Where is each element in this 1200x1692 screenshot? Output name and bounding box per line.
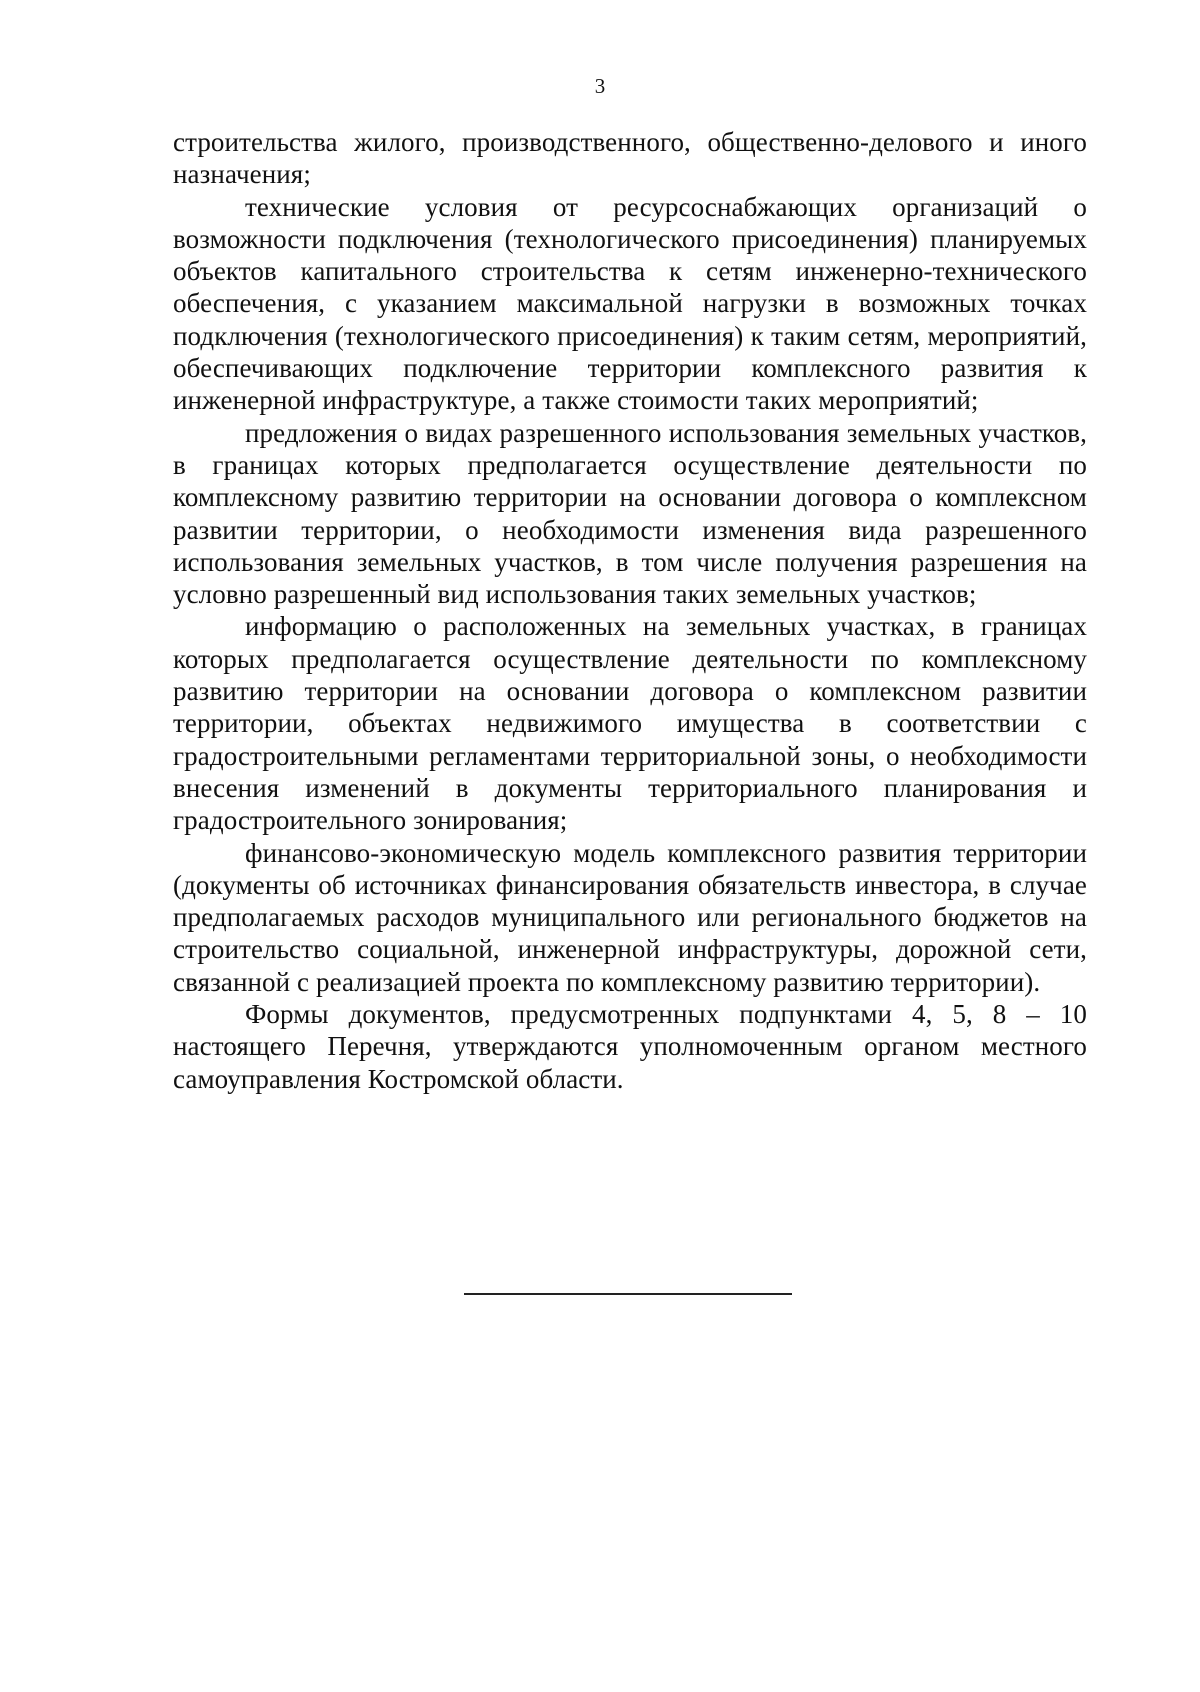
paragraph-technical-conditions: технические условия от ресурсоснабжающих организаций о возможности подключения (технологического присоединения) планируемых объектов капитального строительства к сетям инженерно-технического обеспечения, с указанием максимальной нагрузки в возможных точках подключения (технологического присоединения) к таким сетям, мероприятий, обеспечивающих подключение территории комплексного развития к инженерной инфраструктуре, а также стоимости таких мероприятий; [173,191,1087,416]
paragraph-land-use-proposals: предложения о видах разрешенного использования земельных участков, в границах которых предполагается осуществление деятельности по комплексному развитию территории на основании договора о комплексном развитии территории, о необходимости изменения вида разрешенного использования земельных участков, в том числе получения разрешения на условно разрешенный вид использования таких земельных участков; [173,417,1087,610]
end-of-document-rule [464,1293,792,1295]
page-number: 3 [594,74,606,98]
paragraph-document-forms: Формы документов, предусмотренных подпунктами 4, 5, 8 – 10 настоящего Перечня, утверждаются уполномоченным органом местного самоуправления Костромской области. [173,999,1087,1094]
paragraph-continuation: строительства жилого, производственного, общественно-делового и иного назначения; [173,127,1087,190]
paragraph-real-estate-information: информацию о расположенных на земельных участках, в границах которых предполагается осуществление деятельности по комплексному развитию территории на основании договора о комплексном развитии территории, объектах недвижимого имущества в соответствии с градостроительными регламентами территориальной зоны, о необходимости внесения изменений в документы территориального планирования и градостроительного зонирования; [173,611,1087,836]
paragraph-financial-model: финансово-экономическую модель комплексного развития территории (документы об источниках финансирования обязательств инвестора, в случае предполагаемых расходов муниципального или регионального бюджетов на строительство социальной, инженерной инфраструктуры, дорожной сети, связанной с реализацией проекта по комплексному развитию территории). [173,837,1087,997]
document-body [173,126,1087,1095]
